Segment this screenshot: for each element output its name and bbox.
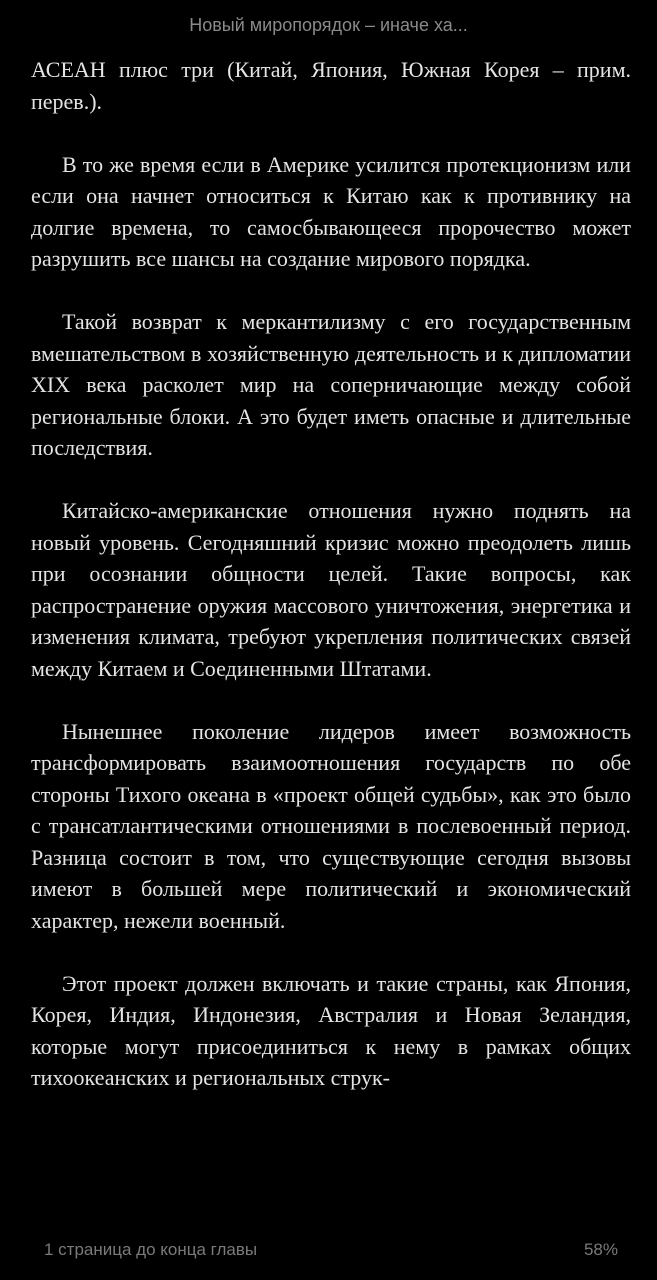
paragraph: АСЕАН плюс три (Китай, Япония, Южная Корея – прим. перев.). <box>31 57 631 114</box>
progress-percent: 58% <box>583 1240 618 1259</box>
paragraph: Такой возврат к меркантилизму с его государственным вмешательством в хозяйственную деятельность и к дипломатии XIX века расколет мир на соперничающие между собой региональные блоки. А это будет иметь опасные и длительные последствия. <box>31 309 631 460</box>
paragraph: Нынешнее поколение лидеров имеет возможность трансформировать взаимоотношения государств по обе стороны Тихого океана в «проект общей судьбы», как это было с трансатлантическими отношениями в послевоенный период. Разница состоит в том, что существующие сегодня вызовы имеют в большей мере политический и экономический характер, нежели военный. <box>31 718 631 933</box>
paragraph: Китайско-американские отношения нужно поднять на новый уровень. Сегодняшний кризис можно преодолеть лишь при осознании общности целей. Такие вопросы, как распространение оружия массового уничтожения, энергетика и изменения климата, требуют укрепления политических связей между Китаем и Соединенными Штатами. <box>31 498 631 681</box>
pages-left-label: 1 страница до конца главы <box>44 1240 258 1259</box>
paragraph: В то же время если в Америке усилится протекционизм или если она начнет относиться к Китаю как к противнику на долгие времена, то самосбывающееся пророчество может разрушить все шансы на создание мирового порядка. <box>31 151 631 271</box>
page-text <box>31 54 631 1094</box>
book-title[interactable]: Новый миропорядок – иначе ха... <box>189 15 468 35</box>
reading-status-bar <box>44 1240 618 1260</box>
paragraph: Этот проект должен включать и такие страны, как Япония, Корея, Индия, Индонезия, Австралия и Новая Зеландия, которые могут присоединиться к нему в рамках общих тихоокеанских и региональных струк- <box>31 970 631 1090</box>
